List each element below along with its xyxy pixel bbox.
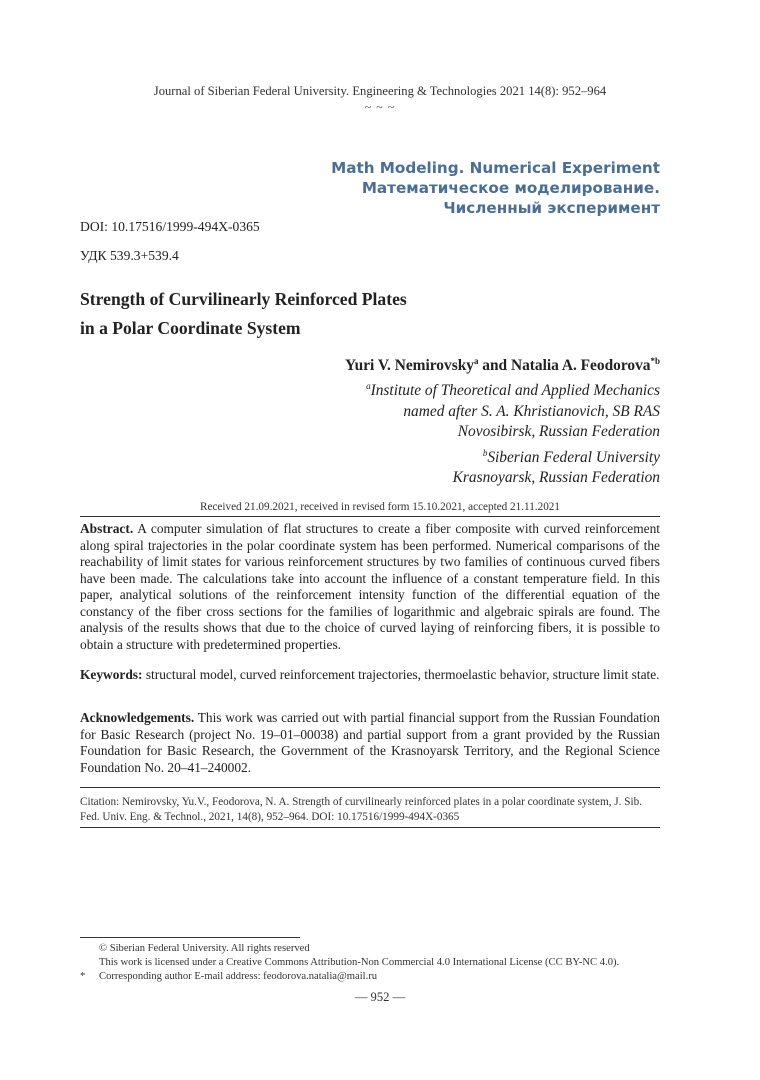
authors bbox=[345, 356, 660, 375]
footnote-copyright: © Siberian Federal University. All rights reserved bbox=[99, 943, 310, 954]
footnote-corresponding: Corresponding author E-mail address: feodorova.natalia@mail.ru bbox=[99, 971, 378, 982]
affiliation-a-line-2: named after S. A. Khristianovich, SB RAS bbox=[403, 402, 660, 420]
udk: УДК 539.3+539.4 bbox=[80, 248, 179, 263]
affiliation-b-line-1: $^b$Siberian Federal University bbox=[482, 447, 660, 466]
citation: Citation: Nemirovsky, Yu.V., Feodorova, N. A. Strength of curvilinearly reinforced plates in a polar coordinate system, J. Sib. Fed. Univ. Eng. & Technol., 2021, 14(8), 952–964. DOI: 10.17516/1999-494X-0365 bbox=[80, 796, 642, 823]
keywords bbox=[80, 667, 660, 684]
author-1: Yuri V. Nemirovsky bbox=[344, 357, 474, 375]
section-heading bbox=[331, 158, 660, 218]
authors-conjunction: and bbox=[478, 357, 511, 375]
page-number: — 952 — bbox=[354, 990, 406, 1004]
divider-top bbox=[80, 516, 660, 517]
journal-header: Journal of Siberian Federal University. Engineering & Technologies 2021 14(8): 952–964 bbox=[153, 84, 607, 98]
footnote-divider bbox=[80, 937, 300, 938]
footnote-corresponding-mark: * bbox=[80, 971, 86, 982]
divider-citation-bottom bbox=[80, 827, 660, 828]
author-1-affil-mark: a bbox=[473, 356, 479, 366]
keywords-text: structural model, curved reinforcement trajectories, thermoelastic behavior, structure limit state. bbox=[142, 667, 660, 682]
affiliation-a-line-3: Novosibirsk, Russian Federation bbox=[457, 423, 660, 441]
divider-citation-top bbox=[80, 787, 660, 788]
doi: DOI: 10.17516/1999-494X-0365 bbox=[80, 219, 260, 234]
acknowledgements-label: Acknowledgements. bbox=[80, 710, 195, 725]
acknowledgements-text: This work was carried out with partial financial support from the Russian Foundation for Basic Research (project No. 19–01–00038) and partial support from a grant provided by the Russian Foundation for Basic Research, the Government of the Krasnoyarsk Territory, and the Regional Science Foundation No. 20–41–240002. bbox=[80, 710, 660, 775]
paper-title-line-1: Strength of Curvilinearly Reinforced Plates bbox=[80, 289, 407, 309]
author-2: Natalia A. Feodorova bbox=[510, 357, 651, 375]
section-heading-ru-1: Математическое моделирование. bbox=[361, 179, 660, 197]
affiliations bbox=[366, 376, 660, 489]
affiliation-a-line-1: $^a$Institute of Theoretical and Applied Mechanics bbox=[366, 381, 660, 400]
affiliation-a-mark: a bbox=[366, 381, 371, 391]
abstract-label: Abstract. bbox=[80, 521, 134, 536]
received-dates: Received 21.09.2021, received in revised form 15.10.2021, accepted 21.11.2021 bbox=[200, 501, 560, 513]
keywords-label: Keywords: bbox=[80, 667, 143, 682]
abstract bbox=[80, 521, 660, 653]
footnote-license: This work is licensed under a Creative Commons Attribution-Non Commercial 4.0 International License (CC BY-NC 4.0). bbox=[99, 957, 620, 968]
header-separator: ~ ~ ~ bbox=[364, 100, 396, 114]
section-heading-ru-2: Численный эксперимент bbox=[443, 199, 660, 217]
acknowledgements bbox=[80, 710, 660, 776]
paper-title-line-2: in a Polar Coordinate System bbox=[80, 318, 301, 338]
affiliation-b-mark: b bbox=[482, 447, 488, 458]
paper-title bbox=[80, 285, 407, 343]
abstract-text: A computer simulation of flat structures to create a fiber composite with curved reinforcement along spiral trajectories in the polar coordinate system has been performed. Numerical comparisons of the reachability of limit states for various reinforcement structures by two families of continuous curved fibers have been made. The calculations take into account the influence of a constant temperature field. In this paper, analytical solutions of the reinforcement intensity function of the differential equation of the constancy of the fiber cross sections for the families of logarithmic and algebraic spirals are found. The analysis of the results shows that due to the choice of curved laying of reinforcing fibers, it is possible to obtain a structure with predetermined properties. bbox=[80, 521, 660, 652]
affiliation-b-line-2: Krasnoyarsk, Russian Federation bbox=[452, 469, 660, 487]
section-heading-en: Math Modeling. Numerical Experiment bbox=[331, 159, 660, 177]
author-2-affil-mark: *b bbox=[650, 356, 660, 366]
